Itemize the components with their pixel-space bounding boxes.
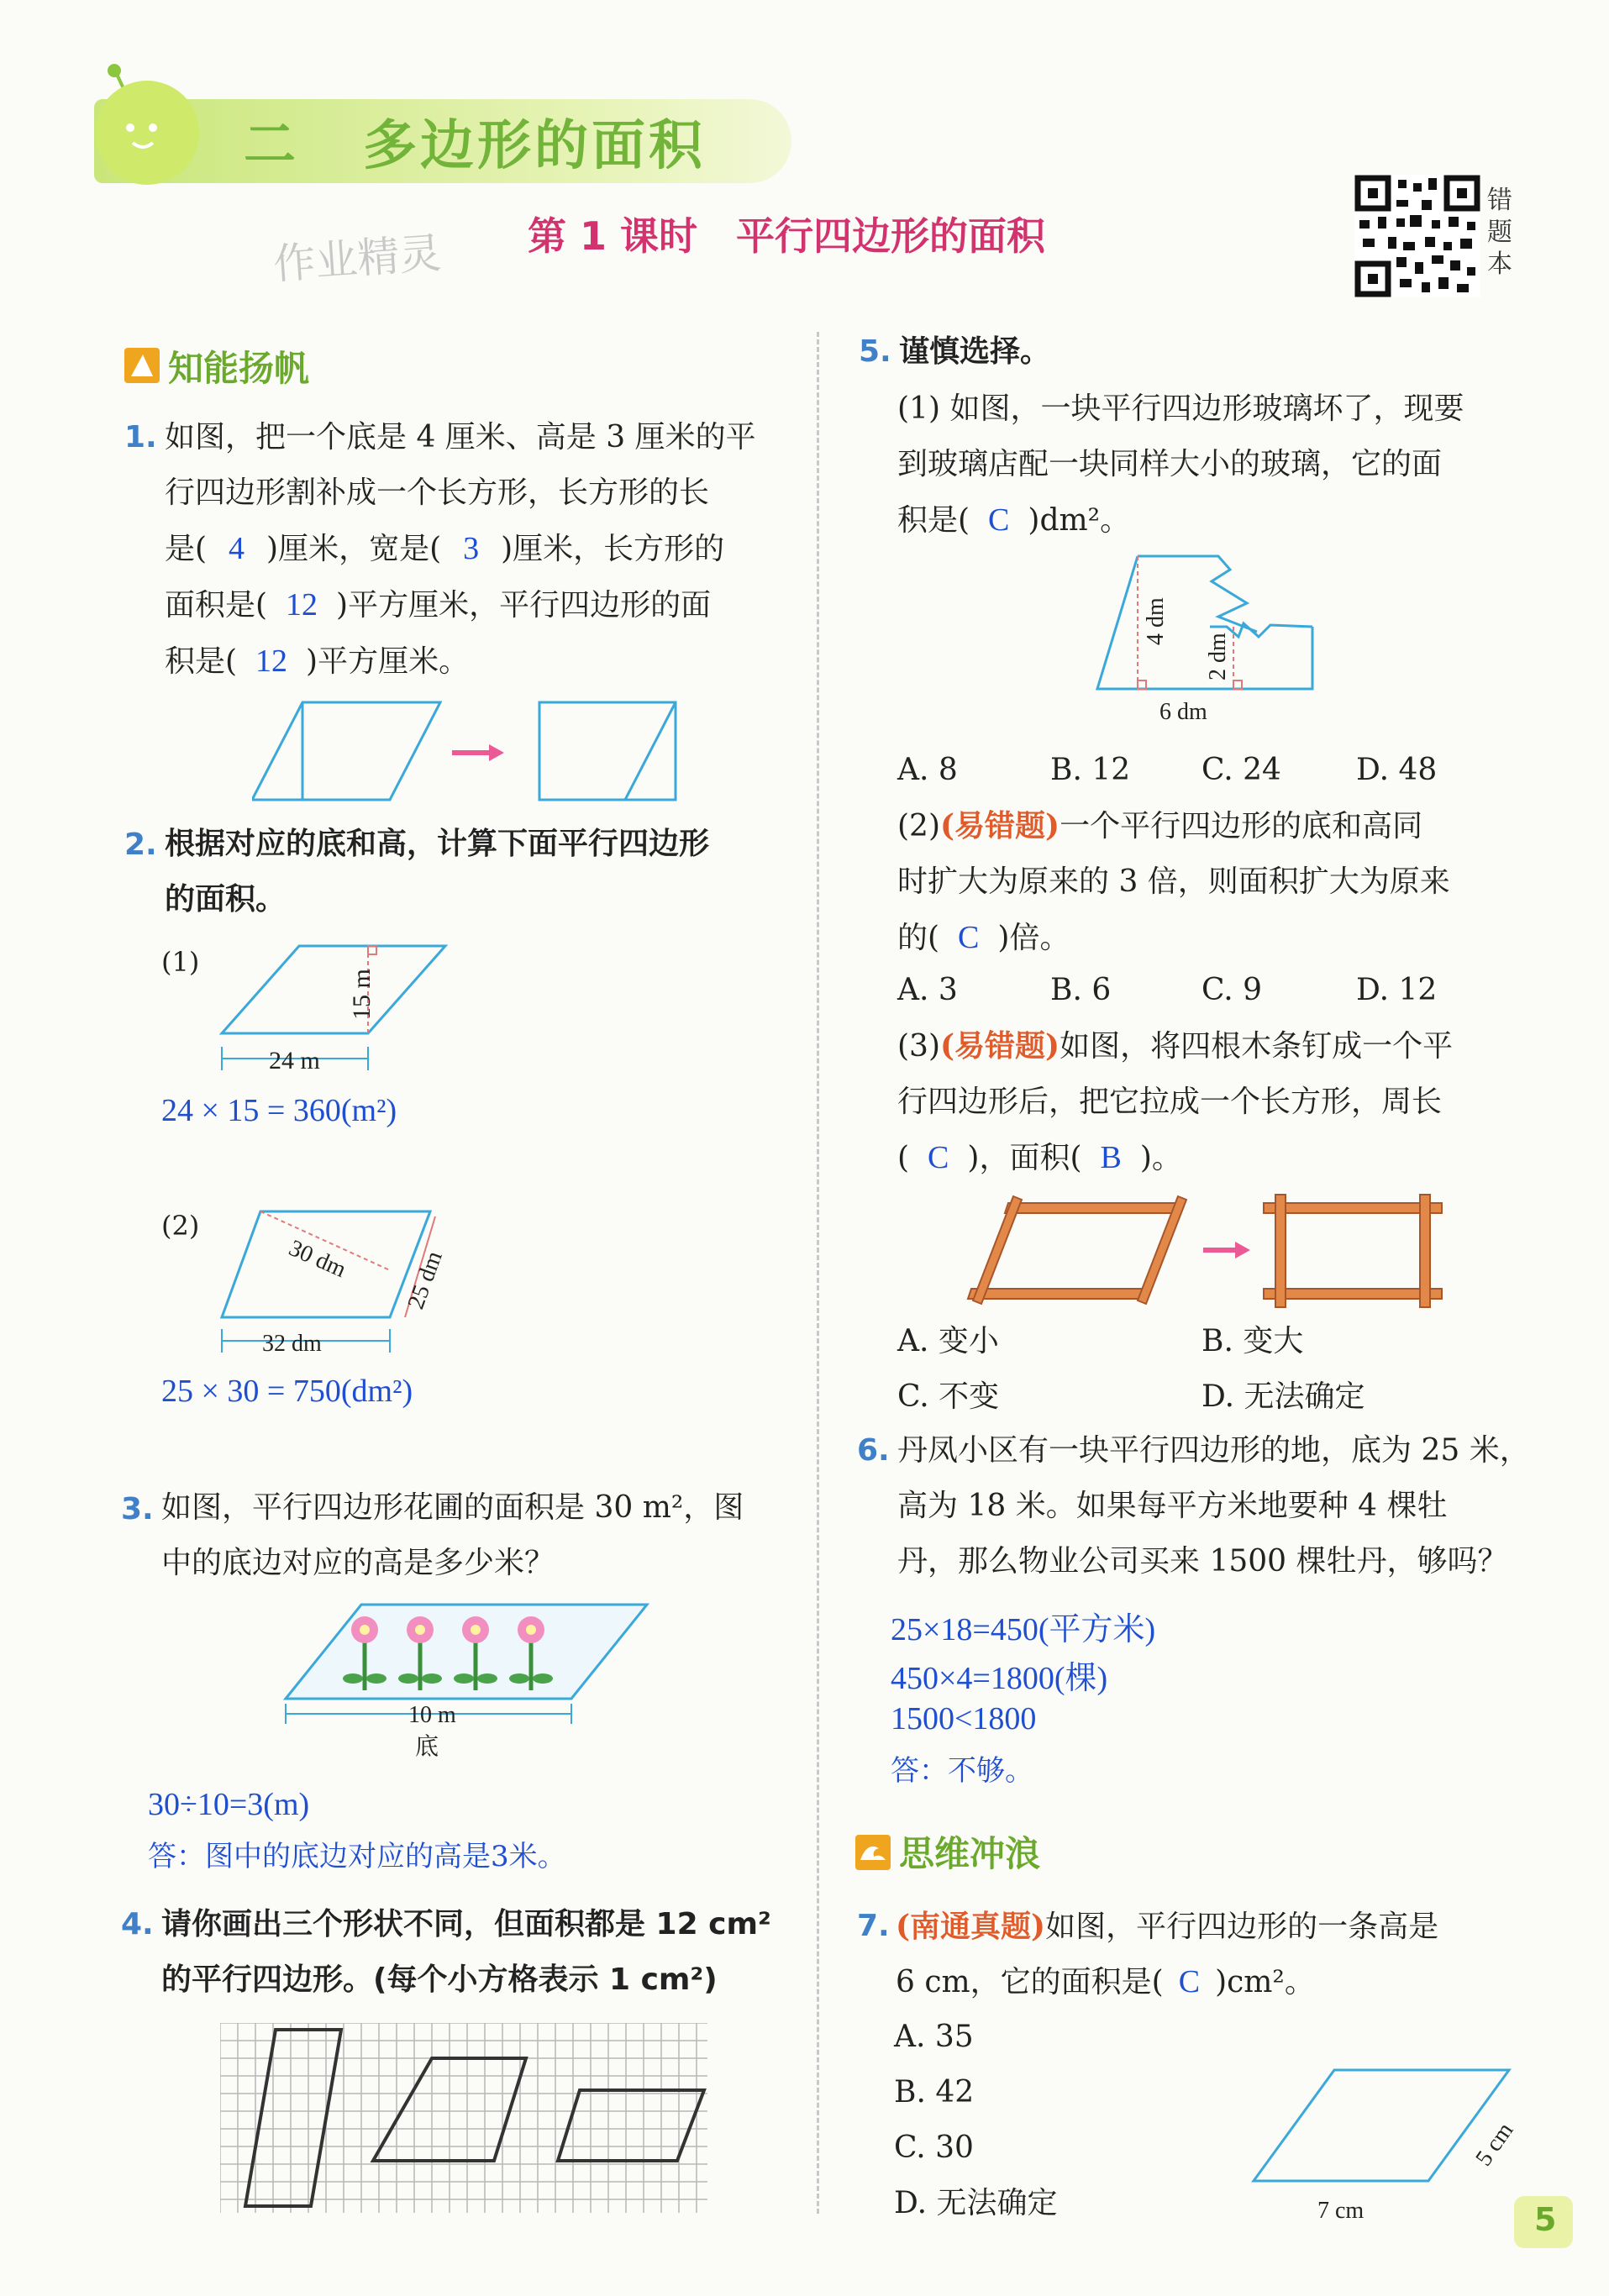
q5-part3-text <box>897 1018 1453 1186</box>
q3-base-label: 10 m <box>408 1702 456 1728</box>
q5-p1-option: B. 12 <box>1050 753 1131 787</box>
page-number: 5 <box>1534 2201 1557 2238</box>
q2-figure2 <box>210 1201 462 1361</box>
q7-option: A. 35 <box>894 2020 974 2054</box>
q4-number: 4. <box>121 1907 154 1941</box>
q5-text-part: )，面积( <box>967 1141 1082 1175</box>
q7-text-part: 如图，平行四边形的一条高是 <box>1045 1910 1439 1944</box>
q1-line: 如图，把一个底是 4 厘米、高是 3 厘米的平 <box>165 420 756 454</box>
q5-p3-option: C. 不变 <box>897 1379 1000 1414</box>
q5-text-part: ( <box>897 1141 910 1175</box>
q5-line: (3)(易错题)如图，将四根木条钉成一个平 <box>897 1028 1454 1064</box>
q1-text-part: )平方厘米，平行四边形的面 <box>336 588 712 623</box>
q4-grid[interactable] <box>220 2023 707 2213</box>
q5-p3-tag: (易错题) <box>940 1028 1060 1064</box>
q7-option: D. 无法确定 <box>894 2186 1058 2220</box>
q3-number: 3. <box>121 1492 154 1526</box>
q7-number: 7. <box>857 1909 890 1943</box>
q1-rectangle <box>539 702 676 800</box>
q3-line: 中的底边对应的高是多少米？ <box>161 1546 555 1580</box>
q7-figure <box>1244 2058 1521 2226</box>
q5-text-part: )dm²。 <box>1028 503 1131 538</box>
q7-option: C. 30 <box>894 2130 974 2165</box>
unit-number: 二 <box>244 113 297 175</box>
q2-fig2-base-label: 32 dm <box>262 1331 322 1357</box>
q5-p1-option: C. 24 <box>1201 753 1281 787</box>
q6-answer: 答：不够。 <box>891 1754 1033 1788</box>
q1-text-part: 是( <box>165 532 208 566</box>
q1-line <box>165 577 756 633</box>
q5-part2-text <box>897 798 1450 966</box>
q5-glass-figure <box>1092 546 1336 739</box>
mascot-icon <box>84 59 210 193</box>
q5-text-part: 积是( <box>897 503 970 538</box>
q1-line: 行四边形割补成一个长方形，长方形的长 <box>165 475 710 510</box>
q5-line: (1) 如图，一块平行四边形玻璃坏了，现要 <box>897 391 1464 426</box>
q1-text-part: )厘米，长方形的 <box>501 532 725 566</box>
q1-answer-rect-area: 12 <box>286 587 318 623</box>
q1-figure <box>252 697 689 806</box>
q5-p3-option: A. 变小 <box>897 1324 999 1358</box>
q4-line <box>161 1952 718 2008</box>
q5-line <box>897 910 1450 966</box>
q7-tag: (南通真题) <box>896 1909 1046 1944</box>
q1-answer-para-area: 12 <box>255 644 288 679</box>
q2-line: 的面积。 <box>165 882 287 917</box>
q5-p2-option: C. 9 <box>1201 973 1263 1007</box>
q5-wood-figure <box>958 1193 1454 1311</box>
q1-text-part: )厘米，宽是( <box>266 532 442 566</box>
q3-base-word: 底 <box>415 1734 439 1760</box>
q5-text-part: 一个平行四边形的底和高同 <box>1060 809 1423 843</box>
q5-p2-tag: (易错题) <box>940 808 1060 843</box>
q6-number: 6. <box>857 1433 890 1468</box>
lesson-title: 第 1 课时 平行四边形的面积 <box>528 213 1046 259</box>
watermark-logo: 作业精灵 <box>271 229 444 289</box>
q1-line <box>165 633 756 690</box>
q5-p2-option: B. 6 <box>1050 973 1112 1007</box>
qr-label: 错题本 <box>1487 186 1512 279</box>
q7-text-part: 6 cm，它的面积是( <box>896 1965 1164 1999</box>
q2-number: 2. <box>124 828 157 862</box>
q4-parallelogram-1 <box>245 2030 341 2206</box>
q5-line: 时扩大为原来的 3 倍，则面积扩大为原来 <box>897 864 1450 899</box>
section-title-zhineng: 知能扬帆 <box>168 348 310 389</box>
column-divider <box>817 332 819 2214</box>
q4-line: 请你画出三个形状不同，但面积都是 12 cm² <box>161 1907 771 1941</box>
q1-text-part: 积是( <box>165 644 238 679</box>
q2-part2-label: (2) <box>161 1210 200 1242</box>
q3-answer-calc: 30÷10=3(m) <box>148 1787 310 1822</box>
q5-fig-h1: 4 dm <box>1143 597 1169 645</box>
q3-figure <box>281 1596 650 1764</box>
q2-fig2-side-label: 30 dm <box>285 1235 350 1284</box>
qr-code-icon[interactable] <box>1354 175 1480 297</box>
q4-parallelogram-3 <box>558 2090 704 2161</box>
q2-answer1: 24 × 15 = 360(m²) <box>161 1093 397 1128</box>
q5-fig-base: 6 dm <box>1159 699 1207 725</box>
q4-text-part: 的平行四边形。(每个小方格表示 1 cm²) <box>161 1962 718 1997</box>
q2-answer2: 25 × 30 = 750(dm²) <box>161 1374 413 1409</box>
q1-line <box>165 521 756 577</box>
q3-answer-text: 答：图中的底边对应的高是3米。 <box>148 1840 566 1873</box>
q5-p1-option: D. 48 <box>1356 753 1438 787</box>
q5-title: 谨慎选择。 <box>899 334 1051 369</box>
q7-line <box>896 1954 1315 2010</box>
q2-fig2-height-label: 25 dm <box>402 1248 448 1313</box>
q6-line: 丹，那么物业公司买来 1500 棵牡丹，够吗？ <box>897 1544 1508 1579</box>
unit-title: 多边形的面积 <box>363 115 706 177</box>
q6-answer: 450×4=1800(棵) <box>891 1661 1108 1696</box>
q5-fig-h2: 2 dm <box>1205 633 1231 680</box>
q5-text-part: 如图，将四根木条钉成一个平 <box>1060 1029 1454 1064</box>
q6-text <box>897 1423 1530 1589</box>
q7-text-part: )cm²。 <box>1215 1965 1315 1999</box>
q5-part3-answer-perimeter: C <box>928 1140 949 1175</box>
section-title-siwei: 思维冲浪 <box>899 1833 1041 1874</box>
q5-text-part: )倍。 <box>997 921 1070 955</box>
q6-line: 丹凤小区有一块平行四边形的地，底为 25 米， <box>897 1433 1530 1468</box>
q3-line: 如图，平行四边形花圃的面积是 30 m²，图 <box>161 1490 744 1525</box>
q5-p3-option: B. 变大 <box>1201 1324 1304 1358</box>
q7-side-label: 5 cm <box>1470 2118 1519 2172</box>
q5-p2-option: D. 12 <box>1356 973 1438 1007</box>
q5-line: 行四边形后，把它拉成一个长方形，周长 <box>897 1085 1443 1119</box>
q5-line: 到玻璃店配一块同样大小的玻璃，它的面 <box>897 447 1443 481</box>
q2-fig1-base-label: 24 m <box>269 1047 320 1074</box>
q5-number: 5. <box>859 334 891 369</box>
q5-text-part: 的( <box>897 921 940 955</box>
q5-line <box>897 492 1464 549</box>
q2-fig1-height-label: 15 m <box>348 969 376 1020</box>
section-wave-icon <box>855 1835 891 1870</box>
q2-part1-label: (1) <box>161 946 200 978</box>
q1-answer-width: 3 <box>463 531 480 566</box>
q1-answer-length: 4 <box>229 531 245 566</box>
q6-line: 高为 18 米。如果每平方米地要种 4 棵牡 <box>897 1489 1448 1523</box>
q7-option: B. 42 <box>894 2075 975 2109</box>
q5-p2-option: A. 3 <box>897 973 958 1007</box>
q2-figure1 <box>210 939 462 1082</box>
q6-answer: 1500<1800 <box>891 1701 1037 1736</box>
q5-text-part: )。 <box>1139 1141 1182 1175</box>
q5-line <box>897 1130 1453 1186</box>
q5-part3-answer-area: B <box>1100 1140 1122 1175</box>
q7-line <box>896 1899 1438 1955</box>
q1-text-part: )平方厘米。 <box>306 644 470 679</box>
q5-arrow-icon <box>1235 1242 1250 1258</box>
q6-answer: 25×18=450(平方米) <box>891 1612 1156 1647</box>
q7-base-label: 7 cm <box>1317 2198 1364 2224</box>
q1-text-part: 面积是( <box>165 588 268 623</box>
q7-answer: C <box>1178 1964 1201 1999</box>
q5-part2-answer: C <box>958 920 980 955</box>
q1-parallelogram <box>252 702 440 800</box>
q5-p3-option: D. 无法确定 <box>1201 1379 1365 1414</box>
q1-arrow-icon <box>489 744 504 761</box>
section-flag-icon <box>124 348 160 383</box>
q5-part1-text <box>897 381 1464 549</box>
q2-line: 根据对应的底和高，计算下面平行四边形 <box>165 827 710 861</box>
q1-text <box>165 410 756 690</box>
q5-line: (2)(易错题)一个平行四边形的底和高同 <box>897 808 1423 843</box>
q5-part1-answer: C <box>988 502 1010 538</box>
q5-p1-option: A. 8 <box>897 753 958 787</box>
q1-number: 1. <box>124 420 157 454</box>
